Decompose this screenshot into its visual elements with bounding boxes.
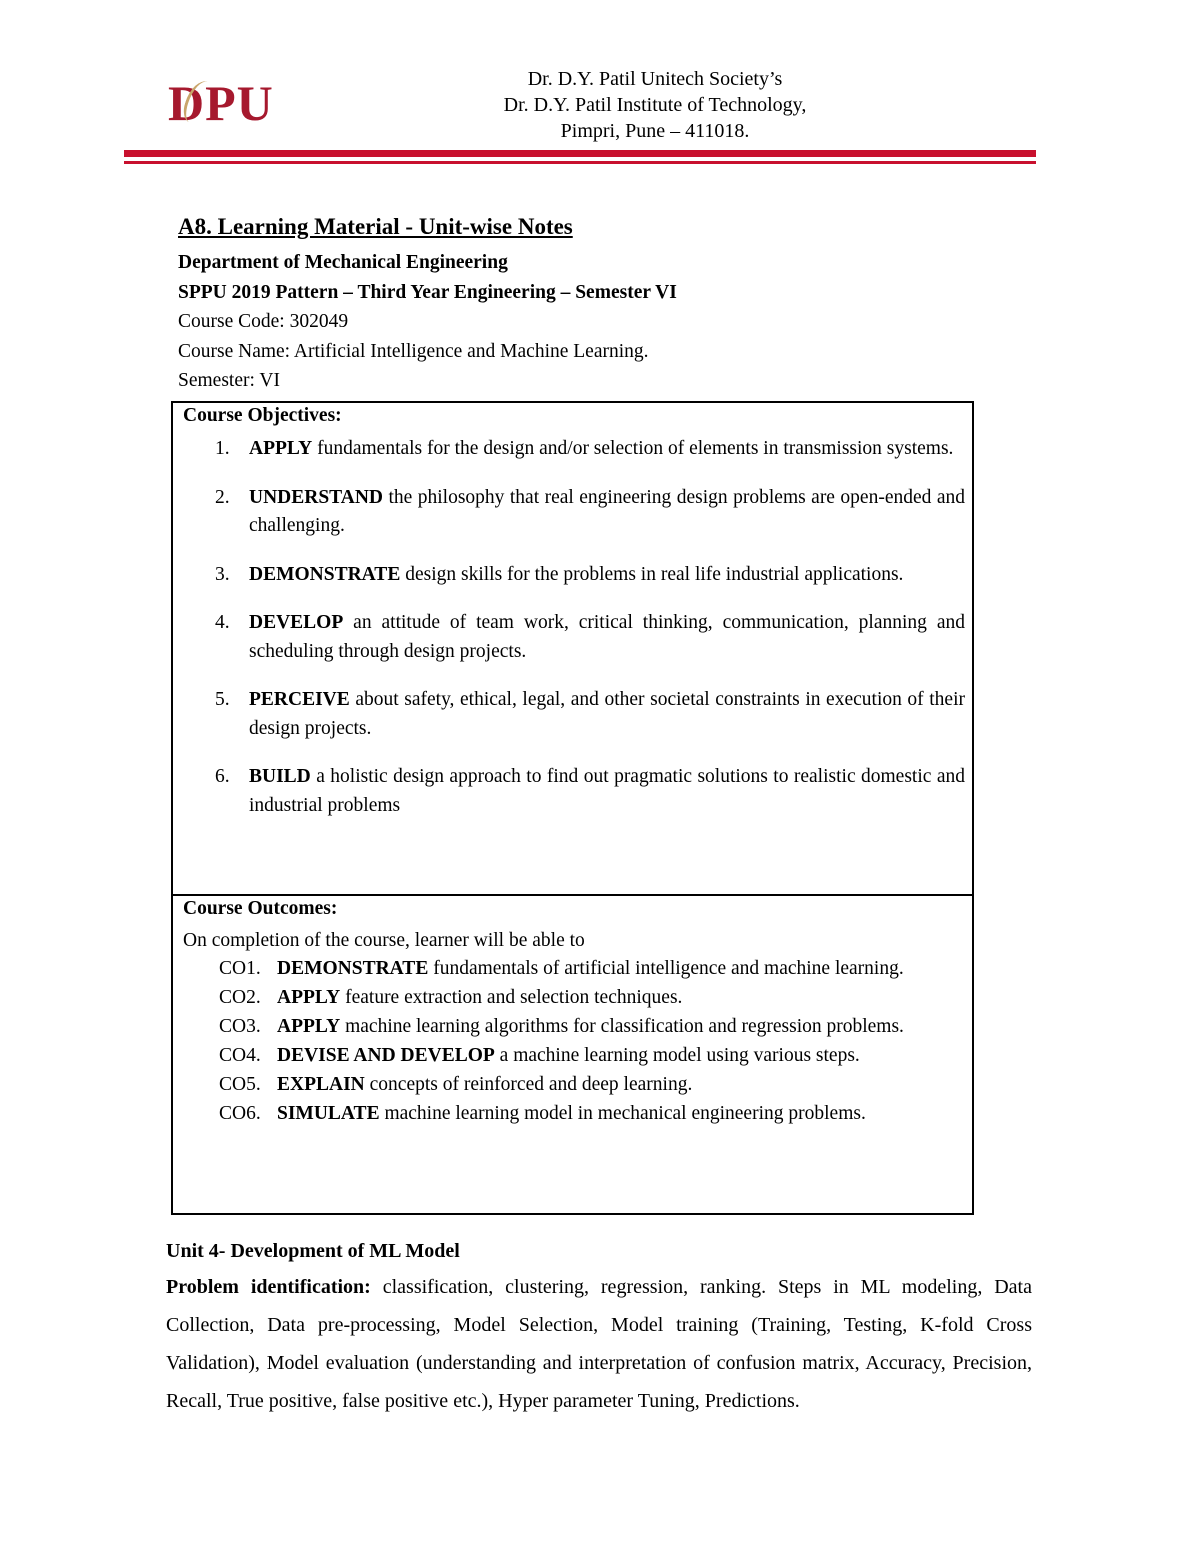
pattern: SPPU 2019 Pattern – Third Year Engineering – Semester VI bbox=[178, 281, 677, 303]
outcome-text: a machine learning model using various steps. bbox=[494, 1045, 860, 1066]
objective-keyword: BUILD bbox=[249, 766, 311, 787]
outcome-text: machine learning model in mechanical engineering problems. bbox=[379, 1103, 866, 1124]
dpu-logo bbox=[168, 75, 274, 131]
course-meta bbox=[178, 248, 677, 396]
objective-keyword: DEMONSTRATE bbox=[249, 563, 401, 585]
outcome-item bbox=[183, 1041, 965, 1070]
outcomes-heading: Course Outcomes: bbox=[183, 898, 338, 919]
outcome-item bbox=[183, 1070, 965, 1099]
course-name: Course Name: Artificial Intelligence and Machine Learning. bbox=[178, 340, 649, 362]
objective-keyword: PERCEIVE bbox=[249, 689, 350, 710]
course-code: Course Code: 302049 bbox=[178, 311, 349, 332]
objective-item bbox=[183, 561, 965, 590]
objective-number: 4. bbox=[215, 612, 230, 633]
objective-number: 2. bbox=[215, 486, 230, 508]
objective-item bbox=[183, 609, 965, 666]
objective-text: the philosophy that real engineering design problems are open-ended and challenging. bbox=[249, 486, 965, 536]
outcome-keyword: APPLY bbox=[277, 987, 341, 1008]
outcome-keyword: EXPLAIN bbox=[277, 1074, 365, 1095]
outcome-item bbox=[183, 1099, 965, 1128]
objective-keyword: APPLY bbox=[249, 438, 313, 459]
objective-number: 5. bbox=[215, 689, 230, 710]
outcome-item bbox=[183, 1012, 965, 1041]
page-header bbox=[0, 0, 1200, 170]
semester: Semester: VI bbox=[178, 370, 280, 391]
outcome-text: fundamentals of artificial intelligence and machine learning. bbox=[428, 958, 904, 979]
objective-keyword: DEVELOP bbox=[249, 612, 344, 633]
outcome-number: CO5. bbox=[219, 1074, 261, 1095]
objective-number: 6. bbox=[215, 766, 230, 787]
institute-block bbox=[400, 66, 910, 144]
outcome-item bbox=[183, 983, 965, 1012]
header-rule-thin bbox=[124, 161, 1036, 164]
outcome-number: CO6. bbox=[219, 1103, 261, 1124]
objective-text: design skills for the problems in real life industrial applications. bbox=[400, 563, 904, 585]
outcome-number: CO1. bbox=[219, 958, 261, 979]
objectives-heading: Course Objectives: bbox=[183, 405, 342, 426]
society-name: Dr. D.Y. Patil Unitech Society’s bbox=[527, 68, 783, 90]
objective-item bbox=[183, 686, 965, 743]
department: Department of Mechanical Engineering bbox=[178, 252, 508, 273]
course-objectives-box bbox=[171, 401, 974, 896]
unit-lead: Problem identification: bbox=[166, 1276, 371, 1298]
objective-text: fundamentals for the design and/or selection of elements in transmission systems. bbox=[312, 438, 954, 459]
outcome-keyword: DEVISE AND DEVELOP bbox=[277, 1045, 495, 1066]
outcomes-list bbox=[183, 954, 965, 1128]
unit-body-text: classification, clustering, regression, ranking. Steps in ML modeling, Data Collection, Data pre-processing, Model Selection, Model training (Training, Testing, K-fold Cross Validation), Model evaluation (understanding and interpretation of confusion matrix, Accuracy, Precision, Recall, True positive, false positive etc.), Hyper parameter Tuning, Predictions. bbox=[166, 1276, 1032, 1412]
objective-item bbox=[183, 484, 965, 541]
objective-number: 3. bbox=[215, 563, 230, 585]
logo-text: DPU bbox=[168, 75, 274, 131]
outcome-item bbox=[183, 954, 965, 983]
course-outcomes-box bbox=[171, 894, 974, 1215]
outcome-keyword: SIMULATE bbox=[277, 1103, 380, 1124]
document-title: A8. Learning Material - Unit-wise Notes bbox=[178, 214, 573, 239]
institute-name: Dr. D.Y. Patil Institute of Technology, bbox=[503, 94, 807, 116]
outcome-number: CO4. bbox=[219, 1045, 261, 1066]
objectives-list bbox=[183, 435, 965, 840]
objective-text: an attitude of team work, critical thinking, communication, planning and scheduling through design projects. bbox=[249, 612, 965, 662]
header-rule bbox=[124, 150, 1036, 157]
institute-address: Pimpri, Pune – 411018. bbox=[560, 120, 750, 142]
objective-text: a holistic design approach to find out pragmatic solutions to realistic domestic and industrial problems bbox=[249, 766, 965, 816]
outcome-text: machine learning algorithms for classification and regression problems. bbox=[340, 1016, 904, 1037]
objective-number: 1. bbox=[215, 438, 230, 459]
objective-item bbox=[183, 763, 965, 820]
unit-syllabus bbox=[166, 1268, 1032, 1420]
outcome-number: CO3. bbox=[219, 1016, 261, 1037]
outcomes-intro: On completion of the course, learner will be able to bbox=[183, 930, 585, 951]
outcome-keyword: DEMONSTRATE bbox=[277, 958, 429, 979]
objective-text: about safety, ethical, legal, and other societal constraints in execution of their design projects. bbox=[249, 689, 965, 739]
objective-keyword: UNDERSTAND bbox=[249, 486, 383, 508]
outcome-keyword: APPLY bbox=[277, 1016, 341, 1037]
outcome-text: feature extraction and selection techniques. bbox=[340, 987, 683, 1008]
unit-title: Unit 4- Development of ML Model bbox=[166, 1240, 460, 1262]
outcome-text: concepts of reinforced and deep learning. bbox=[364, 1074, 693, 1095]
objective-item bbox=[183, 435, 965, 464]
outcome-number: CO2. bbox=[219, 987, 261, 1008]
